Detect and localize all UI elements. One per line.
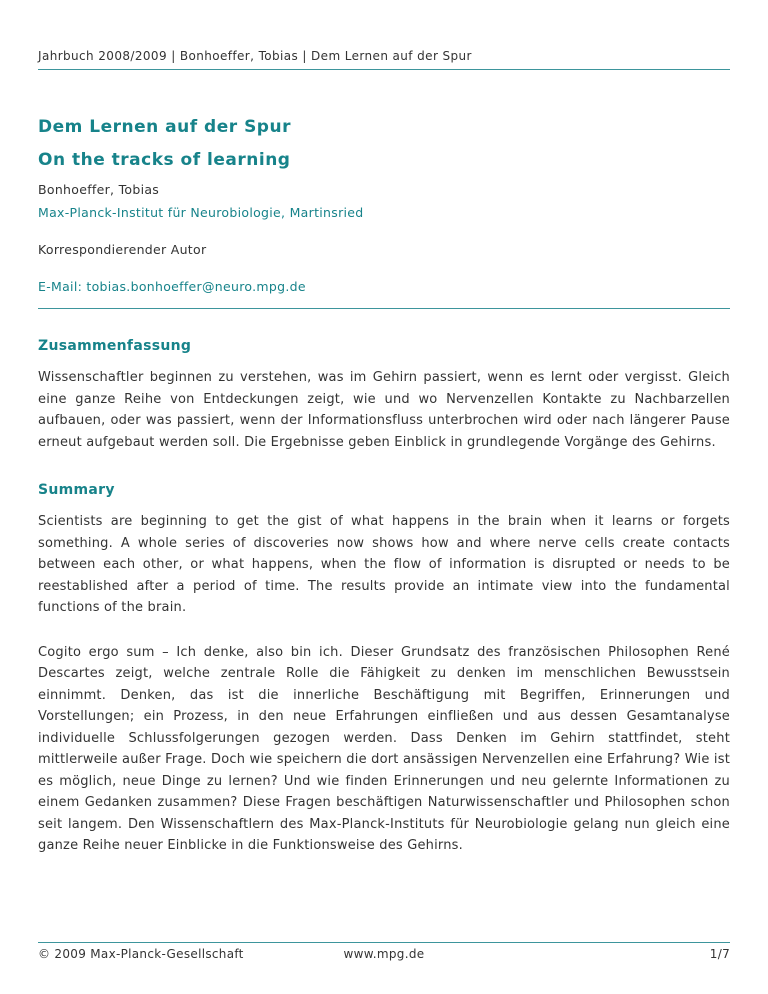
- footer-copyright: © 2009 Max-Planck-Gesellschaft: [38, 947, 244, 961]
- section-heading-zusammenfassung: Zusammenfassung: [38, 338, 192, 354]
- header-breadcrumb: Jahrbuch 2008/2009 | Bonhoeffer, Tobias | Dem Lernen auf der Spur: [38, 49, 472, 63]
- article-title-en: On the tracks of learning: [38, 150, 291, 170]
- email-link[interactable]: E-Mail: tobias.bonhoeffer@neuro.mpg.de: [38, 279, 306, 294]
- corresponding-author-label: Korrespondierender Autor: [38, 242, 207, 257]
- separator-line: [38, 308, 730, 309]
- section-heading-summary: Summary: [38, 482, 115, 498]
- summary-text-en: Scientists are beginning to get the gist of what happens in the brain when it learns or forgets something. A whole series of discoveries now shows how and where nerve cells create contacts between each other, or what happens, when the flow of information is disrupted or needs to be reestablished after a period of time. The results provide an intimate view into the fundamental functions of the brain.: [38, 514, 730, 615]
- footer-website-link[interactable]: www.mpg.de: [343, 947, 425, 961]
- author-name: Bonhoeffer, Tobias: [38, 182, 160, 197]
- article-body-text: Cogito ergo sum – Ich denke, also bin ich. Dieser Grundsatz des französischen Philosophen René Descartes zeigt, welche zentrale Rolle die Fähigkeit zu denken im menschlichen Bewusstsein einnimmt. Denken, das ist die innerliche Beschäftigung mit Begriffen, Erinnerungen und Vorstellungen; ein Prozess, in den neue Erfahrungen einfließen und aus dessen Gesamtanalyse individuelle Schlussfolgerungen gezogen werden. Dass Denken im Gehirn stattfindet, steht mittlerweile außer Frage. Doch wie speichern die dort ansässigen Nervenzellen eine Erfahrung? Wie ist es möglich, neue Dinge zu lernen? Und wie finden Erinnerungen und neu gelernte Informationen zu einem Gedanken zusammen? Diese Fragen beschäftigen Naturwissenschaftler und Philosophen schon seit langem. Den Wissenschaftlern des Max-Planck-Instituts für Neurobiologie gelang nun gleich eine ganze Reihe neuer Einblicke in die Funktionsweise des Gehirns.: [38, 644, 730, 853]
- institute-link[interactable]: Max-Planck-Institut für Neurobiologie, Martinsried: [38, 205, 364, 220]
- page-footer: [38, 942, 730, 962]
- article-title-de: Dem Lernen auf der Spur: [38, 117, 291, 137]
- page-header: [38, 49, 730, 70]
- summary-text-de: Wissenschaftler beginnen zu verstehen, was im Gehirn passiert, wenn es lernt oder vergisst. Gleich eine ganze Reihe von Entdeckungen zeigt, wie und wo Nervenzellen Kontakte zu Nachbarzellen aufbauen, oder was passiert, wenn der Informationsfluss unterbrochen wird oder nach längerer Pause erneut aufgebaut werden soll. Die Ergebnisse geben Einblick in grundlegende Vorgänge des Gehirns.: [38, 370, 730, 450]
- footer-page-number: 1/7: [709, 947, 731, 961]
